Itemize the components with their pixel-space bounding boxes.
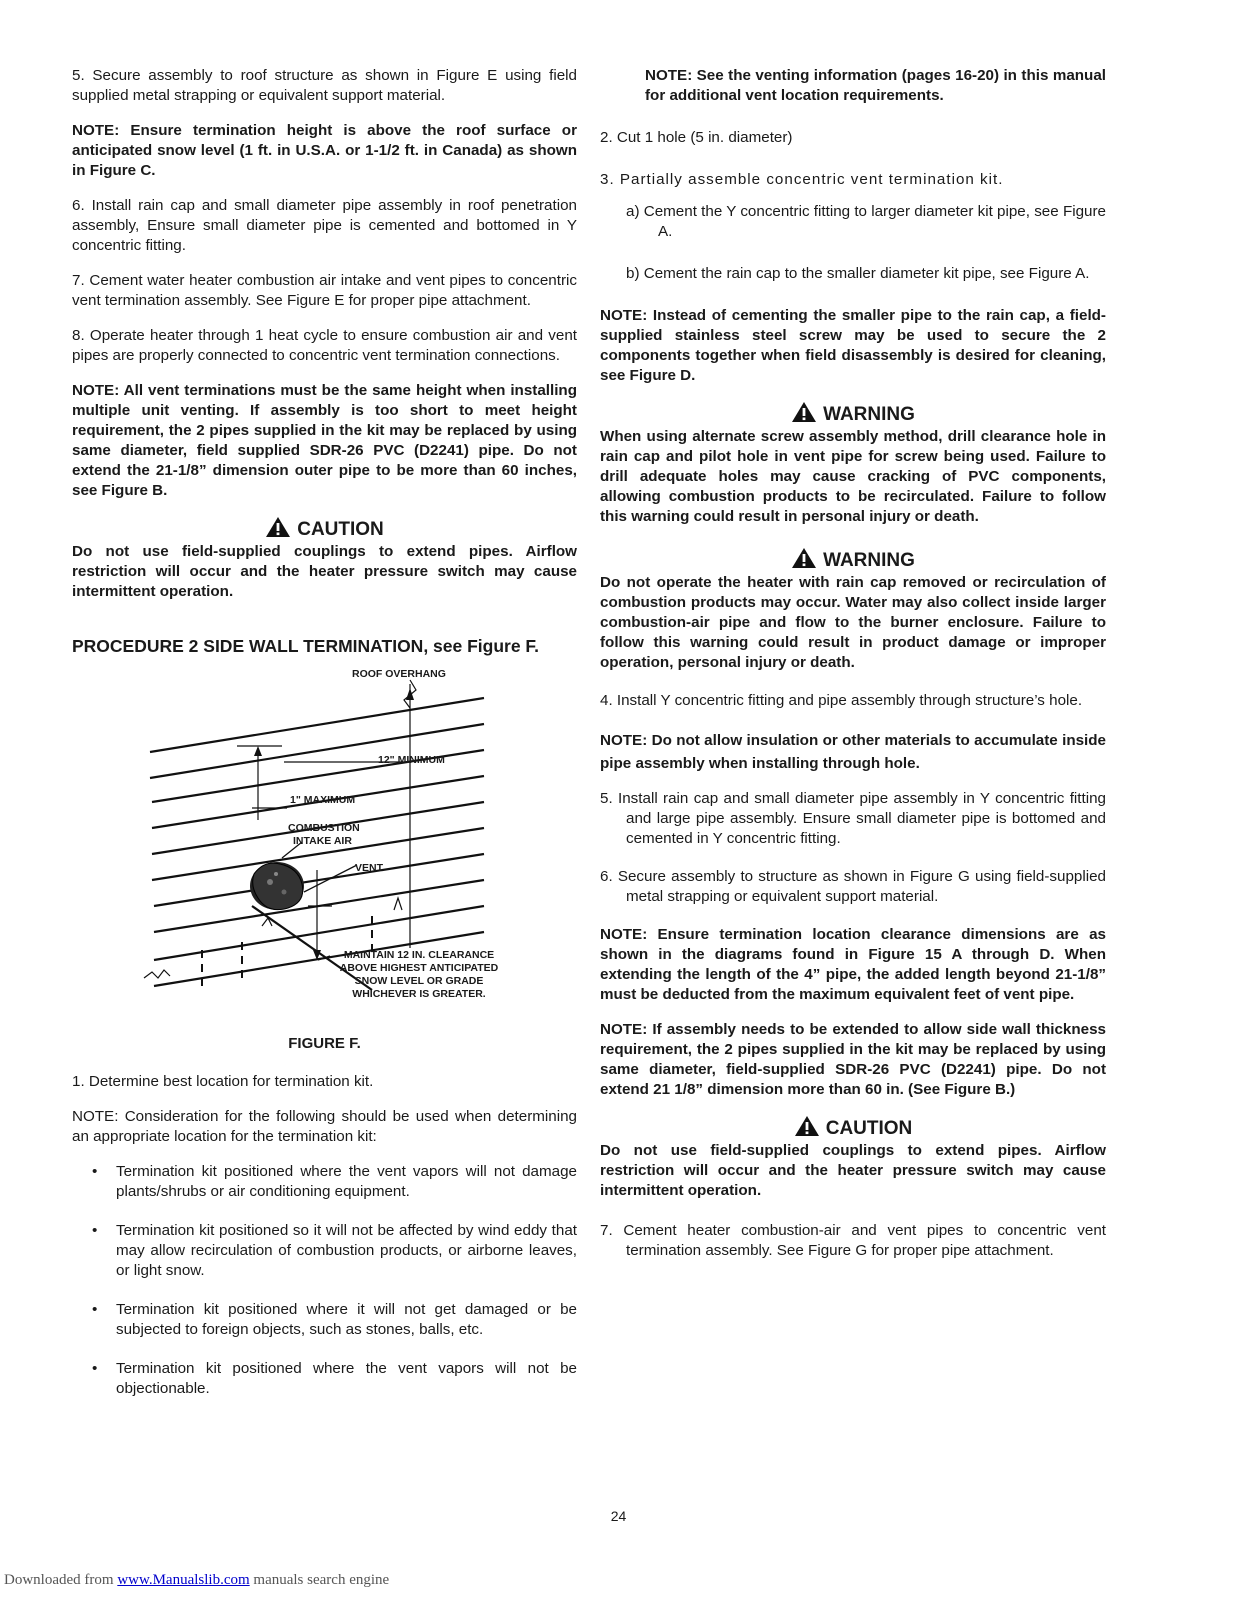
bullet-item-4 [72, 1359, 577, 1399]
bullet-item-1 [72, 1162, 577, 1202]
side-step-5: 5. Install rain cap and small diameter pipe assembly in Y concentric fitting and large pipe assembly. Ensure small diameter pipe is bottomed and cemented in Y concentric fitting. [600, 790, 1106, 847]
clearance-line-2: ABOVE HIGHEST ANTICIPATED [339, 962, 499, 974]
bullet-dot: • [92, 1163, 98, 1180]
figure-f-diagram [72, 660, 577, 1030]
right-column [600, 66, 1106, 1276]
procedure-2-heading: PROCEDURE 2 SIDE WALL TERMINATION, see Figure F. [72, 636, 540, 656]
caution-text-2: Do not use field-supplied couplings to extend pipes. Airflow restriction will occur and the heater pressure switch may cause intermittent operation. [600, 1142, 1106, 1199]
caution-heading [72, 516, 577, 540]
step-5: 5. Secure assembly to roof structure as shown in Figure E using field supplied metal strapping or equivalent support material. [72, 67, 577, 104]
page-number: 24 [610, 1508, 627, 1524]
bullet-text-3: Termination kit positioned where it will not get damaged or be subjected to foreign objects, such as stones, balls, etc. [116, 1301, 577, 1338]
side-step-3: 3. Partially assemble concentric vent termination kit. [600, 171, 1004, 188]
note-extend-assembly: NOTE: If assembly needs to be extended to allow side wall thickness requirement, the 2 pipes supplied in the kit may be replaced by using same diameter, field-supplied SDR-26 PVC (D2241) pipe. Do not extend 21 1/8” dimension more than 60 in. (See Figure B.) [600, 1021, 1106, 1098]
warning-triangle-icon [794, 1115, 820, 1137]
warning-title-2: WARNING [823, 550, 915, 571]
side-step-6: 6. Secure assembly to structure as shown in Figure G using field-supplied metal strapping or equivalent support material. [600, 868, 1106, 905]
side-step-1: 1. Determine best location for termination kit. [72, 1073, 374, 1090]
bullet-item-2 [72, 1221, 577, 1281]
side-step-4: 4. Install Y concentric fitting and pipe assembly through structure’s hole. [600, 692, 1083, 709]
clearance-line-3: SNOW LEVEL OR GRADE [354, 975, 484, 987]
bullet-text-1: Termination kit positioned where the vent vapors will not damage plants/shrubs or air conditioning equipment. [116, 1163, 577, 1200]
note-screw: NOTE: Instead of cementing the smaller pipe to the rain cap, a field-supplied stainless steel screw may be used to secure the 2 components together when field disassembly is desired for cleaning, see Figure D. [600, 307, 1106, 384]
bullet-dot: • [92, 1301, 98, 1318]
figure-f-caption: FIGURE F. [288, 1035, 361, 1052]
note-clearance-dimensions: NOTE: Ensure termination location clearance dimensions are as shown in the diagrams found in Figure 15 A through D. When extending the length of the 4” pipe, the added length beyond 21-1/8” must be deducted from the maximum equivalent feet of vent pipe. [600, 926, 1106, 1003]
step-8: 8. Operate heater through 1 heat cycle to ensure combustion air and vent pipes are properly connected to concentric vent termination connections. [72, 327, 577, 364]
step-7: 7. Cement water heater combustion air intake and vent pipes to concentric vent termination assembly. See Figure E for proper pipe attachment. [72, 272, 577, 309]
note-termination-height: NOTE: Ensure termination height is above the roof surface or anticipated snow level (1 ft. in U.S.A. or 1-1/2 ft. in Canada) as shown in Figure C. [72, 122, 577, 179]
note-considerations: NOTE: Consideration for the following should be used when determining an appropriate location for the termination kit: [72, 1108, 577, 1145]
label-intake-air: INTAKE AIR [293, 835, 352, 847]
bullet-text-2: Termination kit positioned so it will not be affected by wind eddy that may allow recirculation of combustion products, or airborne leaves, or light snow. [116, 1222, 577, 1279]
bullet-item-3 [72, 1300, 577, 1340]
warning-title-1: WARNING [823, 404, 915, 425]
caution-text: Do not use field-supplied couplings to extend pipes. Airflow restriction will occur and the heater pressure switch may cause intermittent operation. [72, 543, 577, 600]
clearance-line-4: WHICHEVER IS GREATER. [352, 988, 486, 1000]
warning-triangle-icon [791, 401, 817, 423]
label-roof-overhang: ROOF OVERHANG [352, 668, 446, 680]
left-column [72, 66, 577, 1418]
bullet-dot: • [92, 1222, 98, 1239]
clearance-line-1: MAINTAIN 12 IN. CLEARANCE [343, 949, 495, 961]
label-1-maximum: 1" MAXIMUM [290, 794, 356, 806]
label-combustion: COMBUSTION [288, 822, 360, 834]
vent-pipe-icon [250, 862, 304, 910]
clearance-note [324, 949, 514, 1001]
footer-suffix: manuals search engine [249, 1572, 390, 1588]
warning-heading-1 [600, 401, 1106, 425]
caution-title: CAUTION [297, 519, 384, 540]
warning-triangle-icon [265, 516, 291, 538]
note-multiple-venting: NOTE: All vent terminations must be the same height when installing multiple unit venting. If assembly is too short to meet height requirement, the 2 pipes supplied in the kit may be replaced by using same diameter, field supplied SDR-26 PVC (D2241) pipe. Do not extend the 21-1/8” dimension outer pipe to be more than 60 inches, see Figure B. [72, 382, 577, 499]
side-step-2: 2. Cut 1 hole (5 in. diameter) [600, 129, 793, 146]
side-step-7: 7. Cement heater combustion-air and vent pipes to concentric vent termination assembly. See Figure G for proper pipe attachment. [600, 1222, 1106, 1259]
warning-heading-2 [600, 547, 1106, 571]
step-6: 6. Install rain cap and small diameter pipe assembly in roof penetration assembly, Ensure small diameter pipe is cemented and bottomed in Y concentric fitting. [72, 197, 577, 254]
note-insulation: NOTE: Do not allow insulation or other materials to accumulate inside pipe assembly when installing through hole. [600, 732, 1106, 772]
note-venting-info: NOTE: See the venting information (pages 16-20) in this manual for additional vent location requirements. [645, 67, 1106, 104]
caution-title-2: CAUTION [825, 1118, 913, 1139]
label-vent: VENT [355, 862, 384, 874]
warning-triangle-icon [791, 547, 817, 569]
bullet-dot: • [92, 1360, 98, 1377]
bullet-text-4: Termination kit positioned where the vent vapors will not be objectionable. [116, 1360, 577, 1397]
footer [4, 1572, 389, 1589]
side-step-3a: a) Cement the Y concentric fitting to larger diameter kit pipe, see Figure A. [626, 203, 1106, 240]
caution-heading-2 [600, 1115, 1106, 1139]
warning-text-1: When using alternate screw assembly method, drill clearance hole in rain cap and pilot hole in vent pipe for screw being used. Failure to drill adequate holes may cause cracking of PVC components, allowing combustion products to be recirculated. Failure to follow this warning could result in personal injury or death. [600, 428, 1106, 525]
warning-text-2: Do not operate the heater with rain cap removed or recirculation of combustion products may occur. Water may also collect inside larger combustion-air pipe and flow to the burner enclosure. Failure to follow this warning could result in product damage or improper operation, personal injury or death. [600, 574, 1106, 671]
label-12-minimum: 12" MINIMUM [378, 754, 445, 766]
manualslib-link[interactable]: www.Manualslib.com [117, 1572, 250, 1588]
side-step-3b: b) Cement the rain cap to the smaller diameter kit pipe, see Figure A. [626, 265, 1090, 282]
footer-prefix: Downloaded from [4, 1572, 118, 1588]
